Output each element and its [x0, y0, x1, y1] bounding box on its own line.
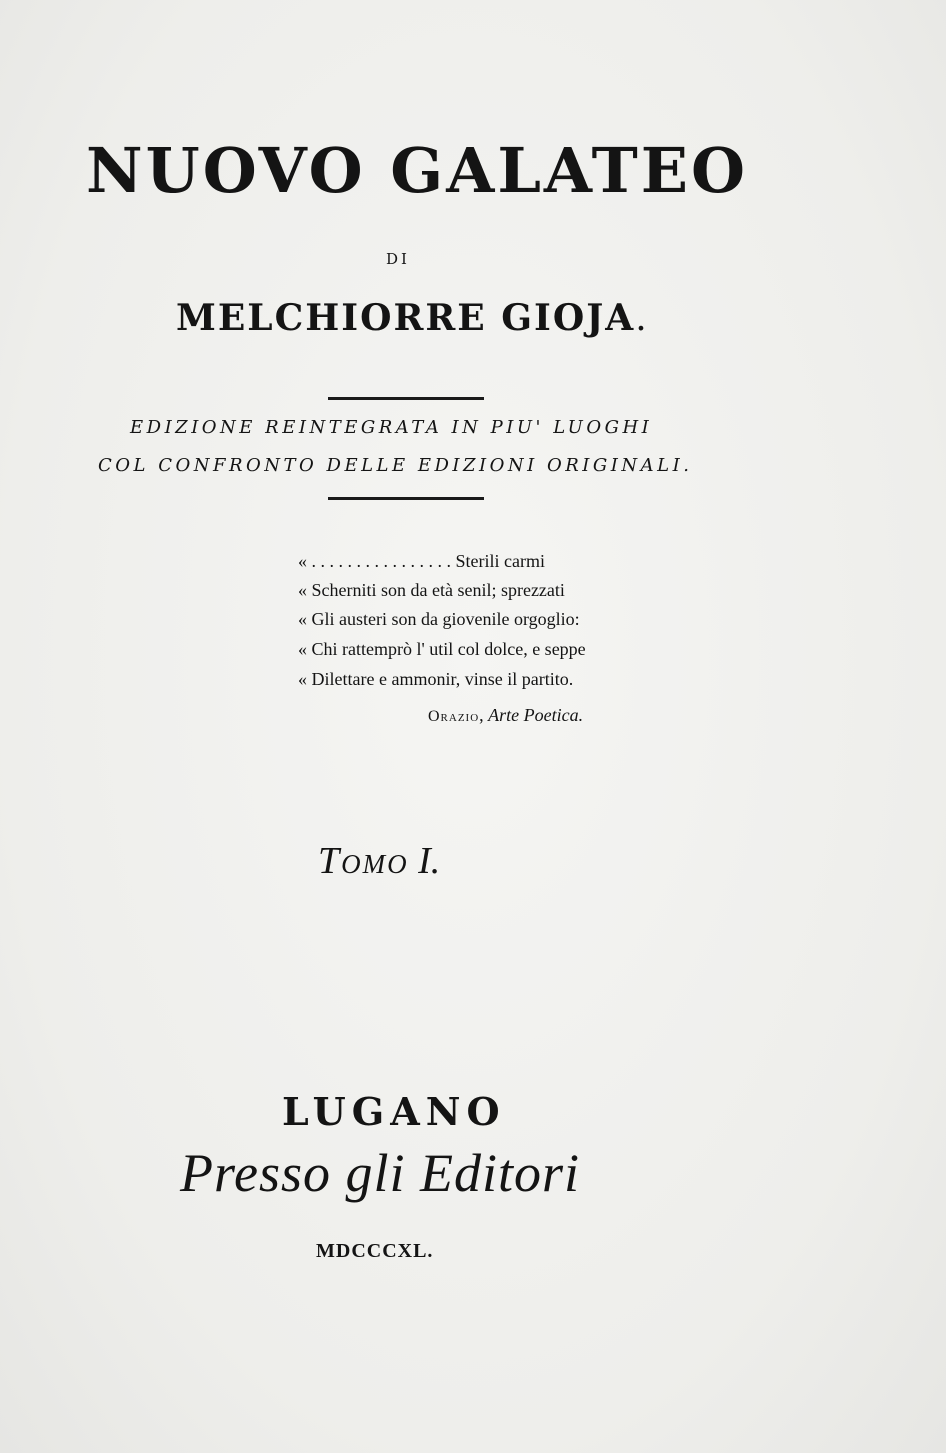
divider-bottom [328, 497, 484, 500]
volume-number: I. [418, 840, 441, 882]
book-title: NUOVO GALATEO [86, 134, 749, 207]
attribution-work: Arte Poetica. [488, 705, 584, 725]
author-preposition: DI [386, 250, 410, 268]
imprint-year: MDCCCXL. [316, 1240, 434, 1262]
author-name-text: MELCHIORRE GIOJA [176, 297, 636, 339]
epigraph-line-5: « Dilettare e ammonir, vinse il partito. [298, 669, 574, 689]
epigraph-attribution [428, 705, 583, 726]
edition-note-line-1: EDIZIONE REINTEGRATA IN PIU' LUOGHI [130, 417, 653, 438]
author-name [176, 297, 649, 339]
epigraph-line-3: « Gli austeri son da giovenile orgoglio: [298, 609, 580, 629]
epigraph-line-1: « . . . . . . . . . . . . . . . . Sterili carmi [298, 551, 545, 571]
imprint-city: LUGANO [282, 1089, 506, 1134]
volume-word: Tomo [318, 840, 409, 882]
attribution-author: Orazio [428, 708, 480, 725]
volume-label [318, 842, 440, 880]
imprint-publisher: Presso gli Editori [180, 1143, 581, 1203]
attribution-separator: , [479, 705, 489, 725]
epigraph-line-2: « Scherniti son da età senil; sprezzati [298, 580, 565, 600]
edition-note-line-2: COL CONFRONTO DELLE EDIZIONI ORIGINALI. [98, 455, 693, 476]
epigraph-line-4: « Chi rattemprò l' util col dolce, e seppe [298, 639, 586, 659]
divider-top [328, 397, 484, 400]
author-name-period: . [635, 298, 649, 339]
